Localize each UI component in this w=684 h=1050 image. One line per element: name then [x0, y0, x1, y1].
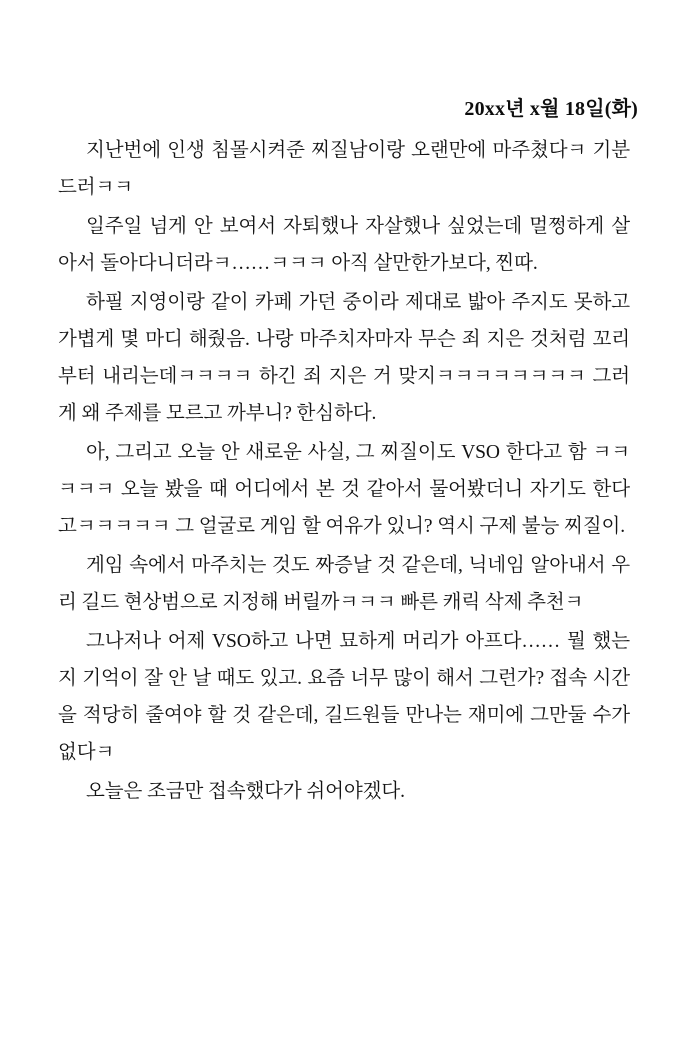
diary-date-heading: 20xx년 x월 18일(화) [464, 98, 638, 120]
paragraph: 하필 지영이랑 같이 카페 가던 중이라 제대로 밟아 주지도 못하고 가볍게 몇 마디 해줬음. 나랑 마주치자마자 무슨 죄 지은 것처럼 꼬리부터 내리는데ㅋㅋㅋㅋ 하긴 죄 지은 거 맞지ㅋㅋㅋㅋㅋㅋㅋㅋ 그러게 왜 주제를 모르고 까부니? 한심하다. [58, 292, 630, 424]
paragraph: 일주일 넘게 안 보여서 자퇴했나 자살했나 싶었는데 멀쩡하게 살아서 돌아다니더라ㅋ……ㅋㅋㅋ 아직 살만한가보다, 찐따. [58, 216, 630, 274]
diary-body [58, 132, 630, 810]
paragraph: 지난번에 인생 침몰시켜준 찌질남이랑 오랜만에 마주쳤다ㅋ 기분 드러ㅋㅋ [58, 140, 630, 198]
paragraph: 그나저나 어제 VSO하고 나면 묘하게 머리가 아프다…… 뭘 했는지 기억이 잘 안 날 때도 있고. 요즘 너무 많이 해서 그런가? 접속 시간을 적당히 줄여야 할 것 같은데, 길드원들 만나는 재미에 그만둘 수가 없다ㅋ [58, 631, 630, 763]
paragraph: 게임 속에서 마주치는 것도 짜증날 것 같은데, 닉네임 알아내서 우리 길드 현상범으로 지정해 버릴까ㅋㅋㅋ 빠른 캐릭 삭제 추천ㅋ [58, 555, 630, 613]
paragraph: 아, 그리고 오늘 안 새로운 사실, 그 찌질이도 VSO 한다고 함 ㅋㅋㅋㅋㅋ 오늘 봤을 때 어디에서 본 것 같아서 물어봤더니 자기도 한다고ㅋㅋㅋㅋㅋ 그 얼굴로 게임 할 여유가 있니? 역시 구제 불능 찌질이. [58, 442, 630, 537]
paragraph: 오늘은 조금만 접속했다가 쉬어야겠다. [86, 781, 405, 802]
